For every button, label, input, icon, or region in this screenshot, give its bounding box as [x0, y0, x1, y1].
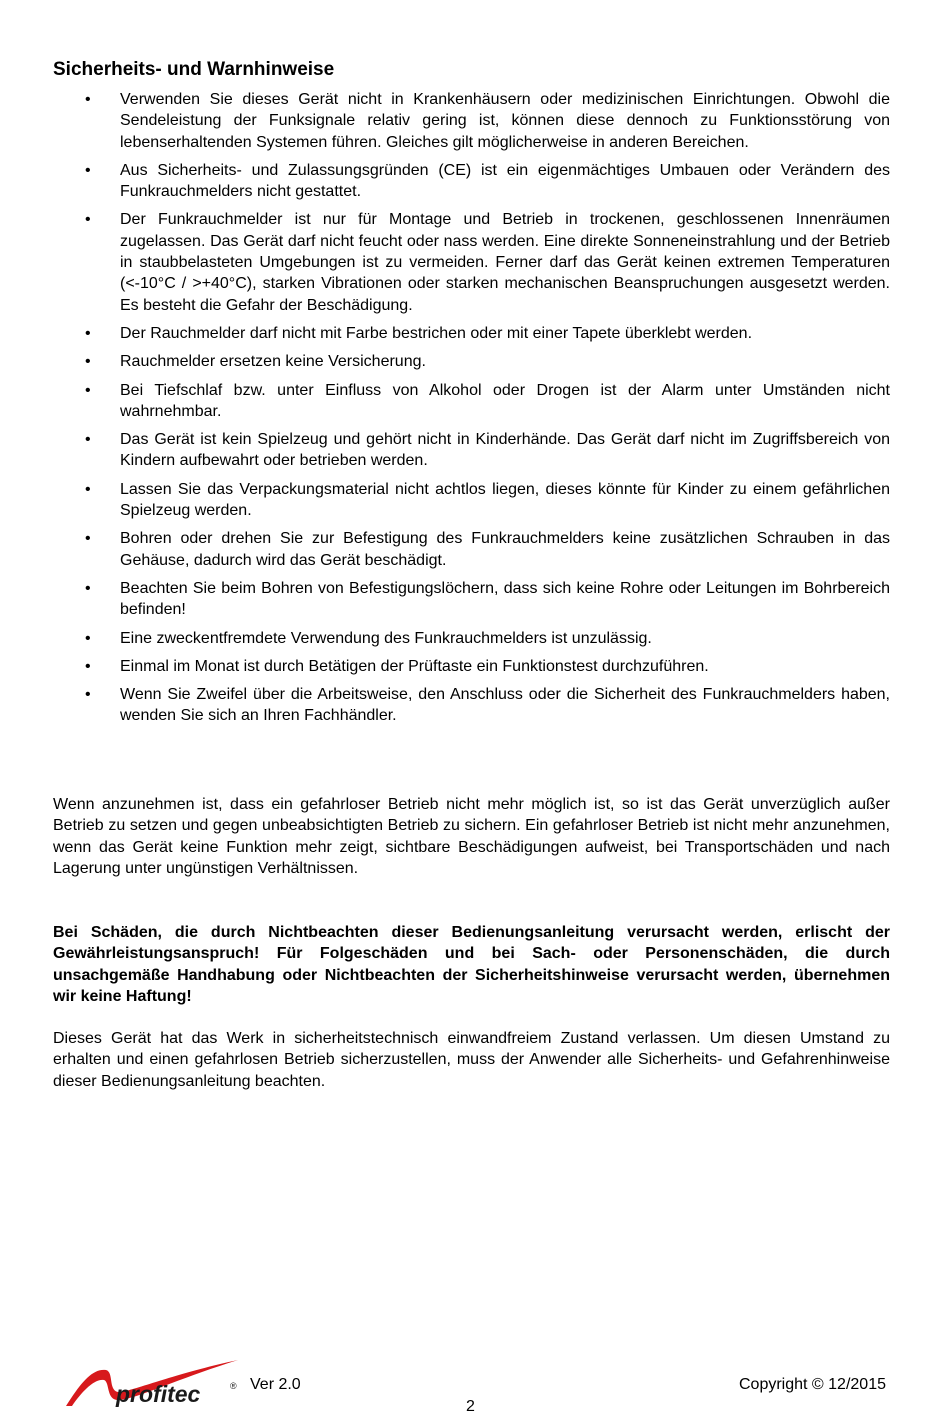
page-number: 2: [466, 1398, 475, 1415]
bullet-dot-icon: •: [85, 91, 91, 108]
paragraph-liability: Bei Schäden, die durch Nichtbeachten dieser Bedienungsanleitung verursacht werden, erlischt der Gewährleistungsanspruch! Für Folgeschäden und bei Sach- oder Personenschäden, die durch unsachgemäße Handhabung oder Nichtbeachten der Sicherheitshinweise verursacht werden, übernehmen wir keine Haftung!: [53, 924, 890, 1005]
bullet-text: Bei Tiefschlaf bzw. unter Einfluss von Alkohol oder Drogen ist der Alarm unter Umständen nicht wahrnehmbar.: [120, 381, 890, 420]
bullet-dot-icon: •: [85, 530, 91, 548]
bullet-text: Bohren oder drehen Sie zur Befestigung des Funkrauchmelders keine zusätzlichen Schrauben in das Gehäuse, dadurch wird das Gerät beschädigt.: [120, 530, 890, 569]
bullet-item: [54, 89, 890, 153]
bullet-dot-icon: •: [85, 579, 91, 597]
logo-wordmark: profitec: [116, 1381, 201, 1407]
bullet-item: [54, 684, 890, 727]
bullet-item: [54, 656, 890, 677]
bullet-text: Wenn Sie Zweifel über die Arbeitsweise, den Anschluss oder die Sicherheit des Funkrauchmelders haben, wenden Sie sich an Ihren Fachhändler.: [120, 686, 890, 725]
safety-bullet-list: [54, 89, 890, 734]
logo-registered-mark: ®: [230, 1381, 237, 1391]
bullet-dot-icon: •: [85, 161, 91, 179]
bullet-text: Eine zweckentfremdete Verwendung des Funkrauchmelders ist unzulässig.: [120, 629, 652, 647]
bullet-dot-icon: •: [85, 324, 91, 342]
bullet-item: [54, 209, 890, 315]
bullet-dot-icon: •: [85, 657, 91, 675]
bullet-text: Rauchmelder ersetzen keine Versicherung.: [120, 353, 426, 371]
bullet-text: Einmal im Monat ist durch Betätigen der Prüftaste ein Funktionstest durchzuführen.: [120, 657, 709, 675]
bullet-dot-icon: •: [85, 431, 91, 449]
bullet-item: [54, 628, 890, 649]
bullet-dot-icon: •: [85, 629, 91, 647]
bullet-item: [54, 160, 890, 203]
section-heading: Sicherheits- und Warnhinweise: [53, 59, 335, 80]
bullet-dot-icon: •: [85, 211, 91, 229]
bullet-text: Verwenden Sie dieses Gerät nicht in Krankenhäusern oder medizinischen Einrichtungen. Obwohl die Sendeleistung der Funksignale relativ gering ist, können diese dennoch zu Funktionsstörung von lebenserhaltenden Systemen führen. Gleiches gilt möglicherweise in anderen Bereichen.: [120, 91, 890, 151]
bullet-item: [54, 323, 890, 344]
bullet-text: Der Funkrauchmelder ist nur für Montage und Betrieb in trockenen, geschlossenen Innenräumen zugelassen. Das Gerät darf nicht feucht oder nass werden. Eine direkte Sonneneinstrahlung und der Betrieb in staubbelasteten Umgebungen ist zu vermeiden. Ferner darf das Gerät keinen extremen Temperaturen (<-10°C / >+40°C), starken Vibrationen oder starken mechanischen Beanspruchungen ausgesetzt werden. Es besteht die Gefahr der Beschädigung.: [120, 211, 890, 314]
bullet-item: [54, 429, 890, 472]
bullet-text: Lassen Sie das Verpackungsmaterial nicht achtlos liegen, dieses könnte für Kinder zu einem gefährlichen Spielzeug werden.: [120, 480, 890, 520]
bullet-dot-icon: •: [85, 480, 91, 498]
bullet-dot-icon: •: [85, 353, 91, 371]
bullet-item: [54, 380, 890, 423]
paragraph-safe-operation: Wenn anzunehmen ist, dass ein gefahrloser Betrieb nicht mehr möglich ist, so ist das Gerät unverzüglich außer Betrieb zu setzen und gegen unbeabsichtigten Betrieb zu sichern. Ein gefahrloser Betrieb ist nicht mehr anzunehmen, wenn das Gerät keine Funktion mehr zeigt, sichtbare Beschädigungen aufweist, bei Transportschäden und nach Lagerung unter ungünstigen Verhältnissen.: [53, 796, 890, 877]
bullet-text: Das Gerät ist kein Spielzeug und gehört nicht in Kinderhände. Das Gerät darf nicht im Zugriffsbereich von Kindern aufbewahrt oder betrieben werden.: [120, 431, 890, 470]
footer-version: Ver 2.0: [250, 1376, 301, 1393]
bullet-text: Beachten Sie beim Bohren von Befestigungslöchern, dass sich keine Rohre oder Leitungen im Bohrbereich befinden!: [120, 579, 890, 619]
bullet-text: Aus Sicherheits- und Zulassungsgründen (CE) ist ein eigenmächtiges Umbauen oder Verändern des Funkrauchmelders nicht gestattet.: [120, 161, 890, 201]
bullet-item: [54, 528, 890, 571]
bullet-text: Der Rauchmelder darf nicht mit Farbe bestrichen oder mit einer Tapete überklebt werden.: [120, 324, 753, 342]
bullet-dot-icon: •: [85, 686, 91, 704]
paragraph-factory-condition: Dieses Gerät hat das Werk in sicherheitstechnisch einwandfreiem Zustand verlassen. Um diesen Umstand zu erhalten und einen gefahrlosen Betrieb sicherzustellen, muss der Anwender alle Sicherheits- und Gefahrenhinweise dieser Bedienungsanleitung beachten.: [53, 1030, 890, 1090]
bullet-item: [54, 479, 890, 522]
footer-copyright: Copyright © 12/2015: [739, 1376, 886, 1393]
bullet-item: [54, 351, 890, 372]
bullet-item: [54, 578, 890, 621]
profitec-logo: [62, 1356, 242, 1408]
bullet-dot-icon: •: [85, 381, 91, 399]
